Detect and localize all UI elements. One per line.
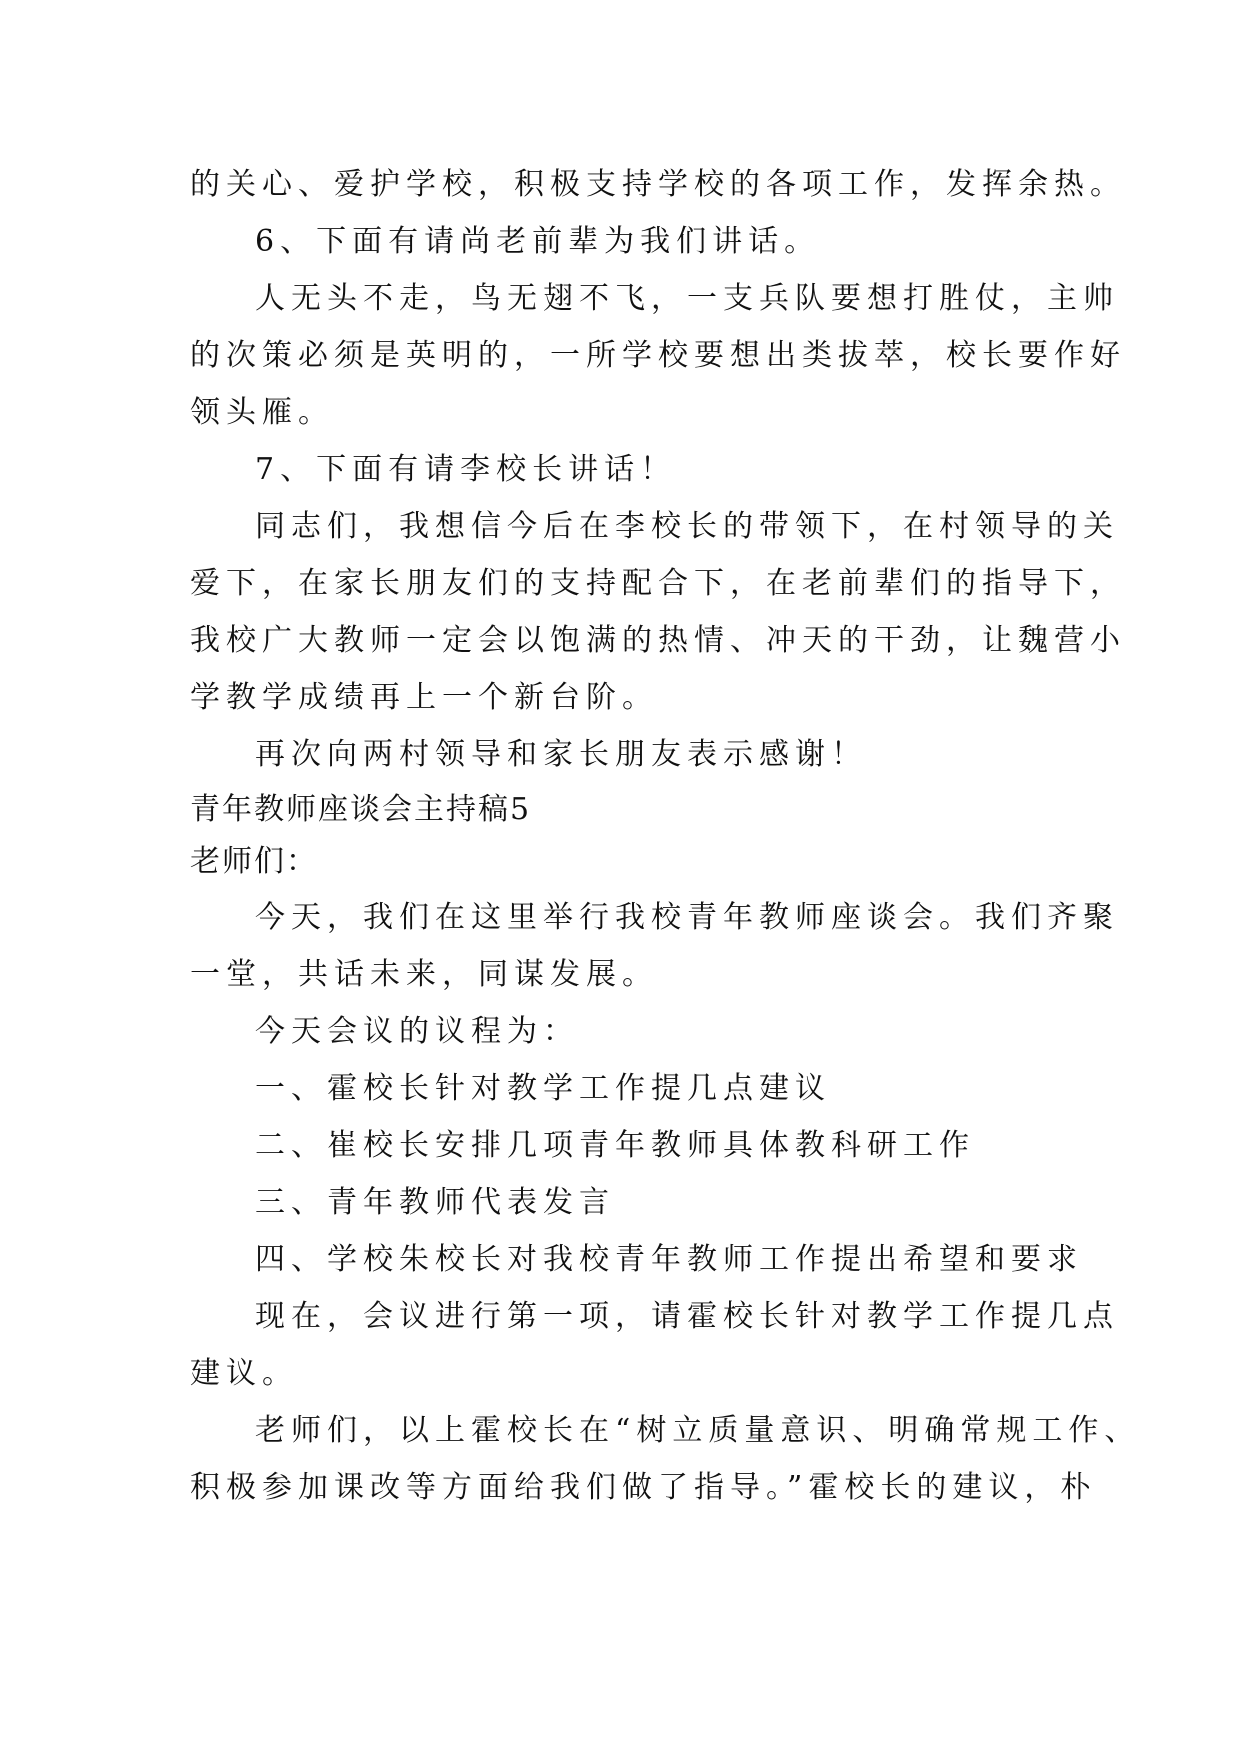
text-line-4: 的次策必须是英明的，一所学校要想出类拔萃，校长要作好	[190, 338, 1126, 373]
text-line-1: 的关心、爱护学校，积极支持学校的各项工作，发挥余热。	[190, 167, 1126, 202]
text-line-14: 今天，我们在这里举行我校青年教师座谈会。我们齐聚	[255, 900, 1119, 935]
agenda-item-1: 一、霍校长针对教学工作提几点建议	[255, 1071, 831, 1106]
text-line-15: 一堂，共话未来，同谋发展。	[190, 957, 658, 992]
text-line-3: 人无头不走，鸟无翅不飞，一支兵队要想打胜仗，主帅	[255, 281, 1119, 316]
text-line-9: 我校广大教师一定会以饱满的热情、冲天的干劲，让魏营小	[190, 623, 1126, 658]
text-line-21: 现在，会议进行第一项，请霍校长针对教学工作提几点	[255, 1299, 1119, 1334]
section-heading: 青年教师座谈会主持稿5	[190, 792, 532, 827]
text-line-10: 学教学成绩再上一个新台阶。	[190, 680, 658, 715]
text-line-16: 今天会议的议程为：	[255, 1014, 579, 1049]
text-line-2: 6、下面有请尚老前辈为我们讲话。	[255, 224, 821, 259]
salutation: 老师们：	[190, 844, 318, 879]
text-line-8: 爱下，在家长朋友们的支持配合下，在老前辈们的指导下，	[190, 566, 1126, 601]
text-line-11: 再次向两村领导和家长朋友表示感谢！	[255, 737, 867, 772]
text-line-23: 老师们，以上霍校长在“树立质量意识、明确常规工作、	[255, 1413, 1141, 1448]
text-line-24: 积极参加课改等方面给我们做了指导。”霍校长的建议，朴	[190, 1470, 1097, 1505]
agenda-item-2: 二、崔校长安排几项青年教师具体教科研工作	[255, 1128, 975, 1163]
text-line-7: 同志们，我想信今后在李校长的带领下，在村领导的关	[255, 509, 1119, 544]
agenda-item-3: 三、青年教师代表发言	[255, 1185, 615, 1220]
text-line-5: 领头雁。	[190, 395, 334, 430]
agenda-item-4: 四、学校朱校长对我校青年教师工作提出希望和要求	[255, 1242, 1083, 1277]
text-line-22: 建议。	[190, 1356, 298, 1391]
text-line-6: 7、下面有请李校长讲话！	[255, 452, 677, 487]
